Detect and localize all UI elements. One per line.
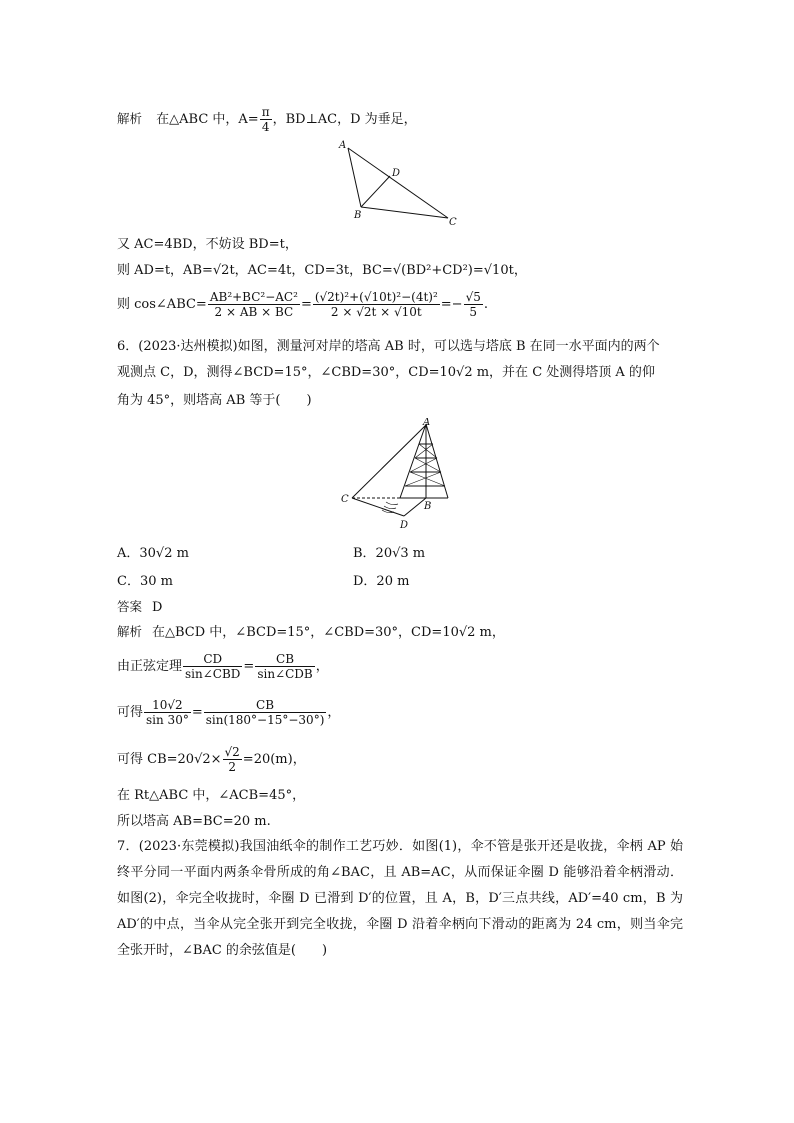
vertex-label: C (449, 217, 457, 228)
q6-answer (117, 598, 162, 617)
q6-solution-line2: 由正弦定理 $\frac{CD}{\text{sin∠CBD}}$ = $\frac{CB}{\text{sin∠CDB}}$ ， (117, 652, 329, 681)
triangle-figure-1 (335, 138, 465, 230)
q6-solution-line1: 解析 在△BCD 中，∠BCD=15°，∠CBD=30°，CD=10√2 m， (117, 624, 505, 640)
vertex-label: B (424, 501, 432, 512)
option-b: B．20√3 m (353, 546, 426, 561)
q6-solution-line3: 可得 $\frac{10√2}{\sin 30^\circ}$ = $\frac{CB}{\sin(180^\circ-15^\circ-30^\circ)}$ ， (117, 698, 341, 727)
answer-value: D (152, 600, 163, 615)
q6-solution-line6: 所以塔高 AB=BC=20 m. (117, 814, 271, 829)
vertex-label: D (400, 520, 409, 531)
fraction: $\frac{\pi}{4}$ (261, 105, 270, 134)
tower-figure (338, 418, 458, 536)
q6-stem-line3: 角为 45°，则塔高 AB 等于( ) (117, 393, 312, 408)
q6-solution-line4: 可得 CB=20√2× $\frac{√2}{2}$ =20(m)， (117, 745, 306, 774)
vertex-label: B (354, 210, 362, 221)
q6-stem-line1: 6．(2023·达州模拟)如图，测量河对岸的塔高 AB 时，可以选与塔底 B 在同一水平面内的两个 (117, 339, 660, 354)
vertex-label: A (339, 140, 347, 151)
vertex-label: A (423, 418, 431, 428)
q6-stem-line2: 观测点 C，D，测得∠BCD=15°，∠CBD=30°，CD=10√2 m，并在 C 处测得塔顶 A 的仰 (117, 365, 655, 380)
q5-solution-line3: 则 AD=t，AB=√2t，AC=4t，CD=3t，BC=√(BD²+CD²)=√10t， (117, 263, 527, 278)
vertex-label: D (392, 168, 401, 179)
option-a: A．30√2 m (117, 546, 189, 561)
q5-solution-line1: 解析 在△ABC 中，A= $\frac{\pi}{4}$ ，BD⊥AC，D 为垂足， (117, 105, 417, 134)
solution-label: 解析 (117, 624, 143, 639)
option-d: D．20 m (353, 574, 410, 589)
q7-stem: 7．(2023·东莞模拟)我国油纸伞的制作工艺巧妙．如图(1)，伞不管是张开还是收拢，伞柄 AP 始终平分同一平面内两条伞骨所成的角∠BAC，且 AB=AC，从而保证伞圈 D 能够沿着伞柄滑动．如图(2)，伞完全收拢时，伞圈 D 已滑到 D′的位置，且 A，B，D′三点共线，AD′=40 cm，B 为 AD′的中点，当伞从完全张开到完全收拢，伞圈 D 沿着伞柄向下滑动的距离为 24 cm，则当伞完全张开时，∠BAC 的余弦值是( ) (117, 839, 683, 958)
vertex-label: C (341, 494, 349, 505)
q6-solution-line5: 在 Rt△ABC 中，∠ACB=45°， (117, 788, 306, 803)
q5-solution-line4: 则 cos∠ABC= $\frac{\text{AB²+BC²−AC²}}{2 \times AB \times BC}$ = $\frac{\text{(√2t)²+(√10t)²−(4t)²}}{2 \times √2t \times √10t}$ =− $\frac{√5}{5}$ . (117, 290, 488, 319)
answer-label: 答案 (117, 599, 143, 614)
q5-solution-line2: 又 AC=4BD，不妨设 BD=t， (117, 237, 298, 252)
solution-label: 解析 (117, 111, 143, 126)
option-c: C．30 m (117, 574, 173, 589)
